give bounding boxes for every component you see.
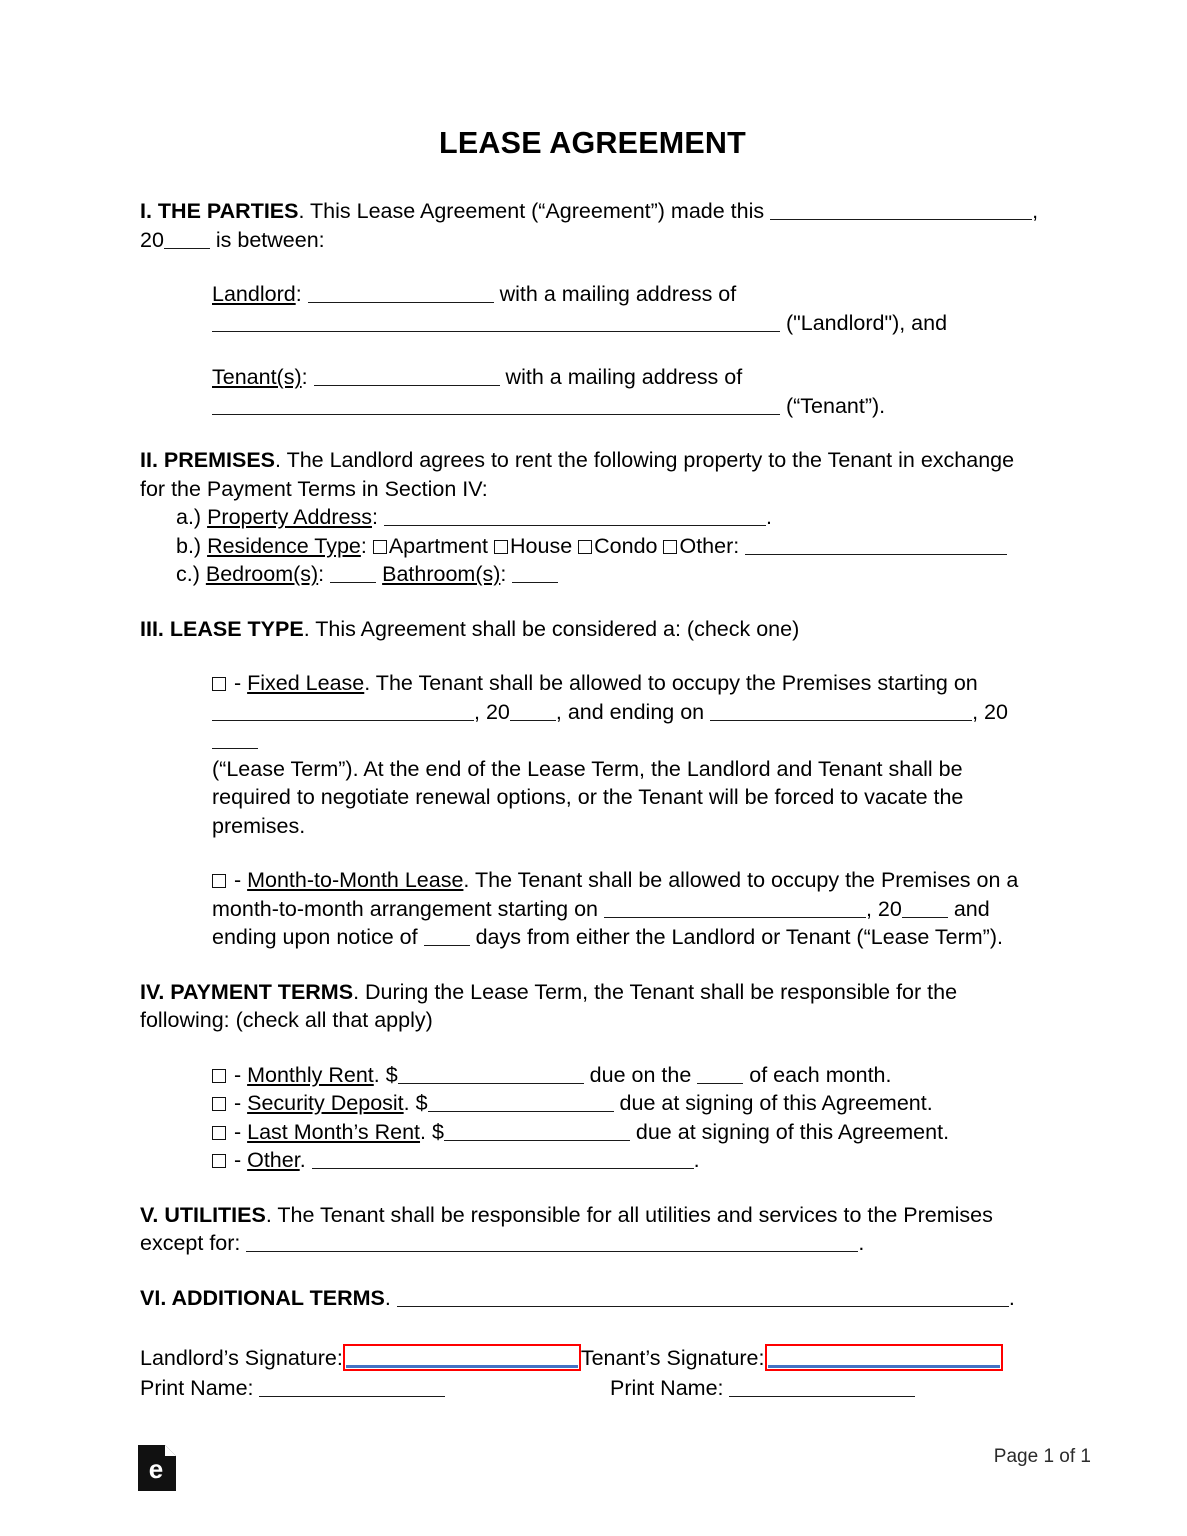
payment-other-mid-1: . (299, 1148, 312, 1172)
bathrooms-label: Bathroom(s) (382, 562, 501, 586)
lease-type-fixed (140, 669, 1045, 840)
tenant-signature-field[interactable] (765, 1344, 1003, 1371)
fixed-end-year-blank[interactable] (212, 728, 258, 749)
property-address-label: Property Address (207, 505, 372, 529)
section-premises-label: II. PREMISES (140, 448, 276, 472)
fixed-lease-label: Fixed Lease (247, 671, 365, 695)
checkbox-house[interactable] (494, 540, 508, 554)
month-to-month-label: Month-to-Month Lease (247, 868, 464, 892)
section-utilities-label: V. UTILITIES (140, 1202, 266, 1227)
section-parties-label: I. THE PARTIES (140, 199, 299, 223)
section-lease-type-text: . This Agreement shall be considered a: (check one) (303, 616, 800, 641)
checkbox-condo[interactable] (578, 540, 592, 554)
date-day-blank[interactable] (770, 199, 1032, 220)
page-indicator: Page 1 of 1 (993, 1446, 1091, 1467)
residence-option-other: Other: (679, 533, 740, 558)
section-premises-text: . The Landlord agrees to rent the following property to the Tenant in exchange for the Payment Terms in Section IV: (140, 448, 1015, 501)
section-premises (140, 446, 1045, 503)
landlord-print-name-group (140, 1374, 610, 1402)
section-payment-terms-text: . During the Lease Term, the Tenant shall be responsible for the following: (check all that apply) (140, 979, 958, 1032)
additional-terms-blank[interactable] (397, 1286, 1009, 1307)
svg-text:e: e (148, 1454, 164, 1484)
tenant-print-name-group (610, 1374, 915, 1402)
tenant-address-blank[interactable] (212, 394, 780, 415)
fixed-lease-text-3: , and ending on (555, 699, 711, 724)
bedrooms-colon: : (318, 562, 331, 586)
checkbox-fixed-lease[interactable] (212, 677, 226, 691)
last-months-rent-label: Last Month’s Rent (247, 1119, 421, 1144)
last-months-rent-dash: - (228, 1119, 248, 1144)
payment-item-monthly-rent (140, 1061, 1045, 1090)
monthly-rent-day-blank[interactable] (697, 1063, 743, 1084)
premises-item-c (140, 560, 1045, 589)
monthly-rent-dash: - (228, 1062, 248, 1087)
mtm-start-year-blank[interactable] (902, 897, 948, 918)
fixed-lease-text-1: . The Tenant shall be allowed to occupy the Premises starting on (364, 671, 978, 695)
tenant-party-block (140, 363, 1045, 420)
utilities-exception-blank[interactable] (246, 1231, 858, 1252)
signature-row (140, 1344, 1045, 1372)
last-months-rent-mid-2: due at signing of this Agreement. (629, 1119, 950, 1144)
payment-other-dash: - (228, 1148, 248, 1172)
document-content (140, 126, 1045, 1402)
premises-item-a (140, 503, 1045, 532)
premises-item-a-colon: : (372, 505, 384, 529)
fixed-end-date-blank[interactable] (710, 700, 972, 721)
payment-other-mid-2: . (693, 1148, 700, 1172)
mtm-notice-days-blank[interactable] (424, 925, 470, 946)
lease-type-month-to-month (140, 866, 1045, 952)
bedrooms-label: Bedroom(s) (205, 562, 319, 586)
mtm-text-4: days from either the Landlord or Tenant (“Lease Term”). (469, 925, 1003, 949)
bathrooms-colon: : (500, 562, 513, 586)
landlord-party-block (140, 280, 1045, 337)
bedrooms-blank[interactable] (330, 562, 376, 583)
landlord-signature-field[interactable] (343, 1344, 581, 1371)
residence-option-house: House (510, 533, 573, 558)
residence-type-label: Residence Type (207, 533, 361, 558)
landlord-tail: ("Landlord"), and (780, 310, 948, 335)
security-deposit-label: Security Deposit (247, 1091, 404, 1115)
section-parties-text-2: , (1032, 199, 1039, 223)
landlord-print-name-label: Print Name: (140, 1376, 260, 1400)
premises-item-b-colon: : (360, 533, 373, 558)
fixed-lease-text-4: , 20 (972, 699, 1008, 724)
checkbox-security-deposit[interactable] (212, 1097, 226, 1111)
security-deposit-mid-1: . $ (403, 1091, 428, 1115)
monthly-rent-mid-3: of each month. (743, 1062, 892, 1087)
payment-other-label: Other (247, 1148, 300, 1172)
landlord-address-blank[interactable] (212, 311, 780, 332)
checkbox-last-months-rent[interactable] (212, 1126, 226, 1140)
mtm-text-1: . The Tenant shall be allowed to occupy the Premises on a month-to-month arrangement starting on (212, 868, 1019, 921)
premises-item-b-marker: b.) (176, 533, 208, 558)
mtm-dash: - (228, 868, 248, 892)
monthly-rent-mid-1: . $ (373, 1062, 398, 1087)
landlord-print-name-blank[interactable] (259, 1376, 445, 1397)
payment-item-security-deposit (140, 1089, 1045, 1118)
date-year-blank[interactable] (164, 228, 210, 249)
tenant-label: Tenant(s) (212, 365, 302, 389)
residence-option-condo: Condo (594, 533, 658, 558)
payment-item-other (140, 1146, 1045, 1175)
security-deposit-dash: - (228, 1091, 248, 1115)
security-deposit-mid-2: due at signing of this Agreement. (613, 1091, 933, 1115)
premises-item-b (140, 532, 1045, 561)
payment-item-last-months-rent (140, 1118, 1045, 1147)
section-utilities (140, 1201, 1045, 1258)
tenant-print-name-label: Print Name: (610, 1376, 730, 1400)
checkbox-month-to-month-lease[interactable] (212, 874, 226, 888)
print-name-row (140, 1374, 1045, 1402)
checkbox-payment-other[interactable] (212, 1154, 226, 1168)
residence-other-blank[interactable] (745, 534, 1007, 555)
tenant-colon: : (301, 365, 314, 389)
tenant-signature-label: Tenant’s Signature: (580, 1346, 765, 1370)
monthly-rent-mid-2: due on the (583, 1062, 698, 1087)
section-additional-terms (140, 1284, 1045, 1313)
tenant-name-blank[interactable] (314, 365, 500, 386)
checkbox-apartment[interactable] (373, 540, 387, 554)
section-lease-type (140, 615, 1045, 644)
section-payment-terms (140, 978, 1045, 1035)
section-payment-terms-label: IV. PAYMENT TERMS (140, 979, 354, 1004)
security-deposit-amount-blank[interactable] (428, 1091, 614, 1112)
premises-item-c-marker: c.) (176, 562, 206, 586)
section-utilities-text-2: . (858, 1231, 865, 1255)
property-address-blank[interactable] (384, 505, 766, 526)
last-months-rent-mid-1: . $ (420, 1119, 444, 1144)
section-parties-text-4: is between: (209, 227, 325, 252)
premises-item-a-tail: . (765, 505, 772, 529)
mtm-start-date-blank[interactable] (604, 897, 866, 918)
eforms-logo[interactable] (138, 1445, 176, 1491)
section-parties-text-1: . This Lease Agreement (“Agreement”) made this (298, 199, 771, 223)
section-parties (140, 197, 1045, 254)
section-additional-terms-text-2: . (1008, 1285, 1015, 1310)
monthly-rent-amount-blank[interactable] (398, 1063, 584, 1084)
section-utilities-text-1: . The Tenant shall be responsible for all utilities and services to the Premises except for: (140, 1202, 993, 1255)
landlord-colon: : (295, 282, 308, 306)
section-additional-terms-text-1: . (384, 1285, 397, 1310)
mtm-text-2: , 20 (865, 896, 902, 921)
premises-item-a-marker: a.) (176, 505, 208, 529)
fixed-lease-dash: - (228, 671, 248, 695)
checkbox-monthly-rent[interactable] (212, 1069, 226, 1083)
page-title: LEASE AGREEMENT (439, 126, 746, 160)
landlord-name-blank[interactable] (308, 282, 494, 303)
landlord-address-text: with a mailing address of (493, 282, 737, 306)
section-additional-terms-label: VI. ADDITIONAL TERMS (140, 1285, 385, 1310)
tenant-address-text: with a mailing address of (499, 365, 743, 389)
section-lease-type-label: III. LEASE TYPE (140, 616, 304, 641)
mtm-text-3: and ending upon notice of (212, 896, 990, 949)
checkbox-other-residence[interactable] (663, 540, 677, 554)
payment-other-blank[interactable] (312, 1148, 694, 1169)
section-parties-year-prefix: 20 (140, 227, 164, 252)
fixed-start-year-blank[interactable] (510, 700, 556, 721)
landlord-label: Landlord (212, 282, 296, 306)
tenant-tail: (“Tenant”). (780, 393, 886, 418)
fixed-lease-text-5: (“Lease Term”). At the end of the Lease Term, the Landlord and Tenant shall be required to negotiate renewal options, or the Tenant will be forced to vacate the premises. (212, 756, 964, 838)
bathrooms-blank[interactable] (512, 562, 558, 583)
tenant-print-name-blank[interactable] (729, 1376, 915, 1397)
residence-option-apartment: Apartment (388, 533, 489, 558)
landlord-signature-label: Landlord’s Signature: (140, 1346, 343, 1370)
last-months-rent-amount-blank[interactable] (444, 1120, 630, 1141)
fixed-lease-text-2: , 20 (474, 699, 510, 724)
fixed-start-date-blank[interactable] (212, 700, 474, 721)
monthly-rent-label: Monthly Rent (247, 1062, 374, 1087)
